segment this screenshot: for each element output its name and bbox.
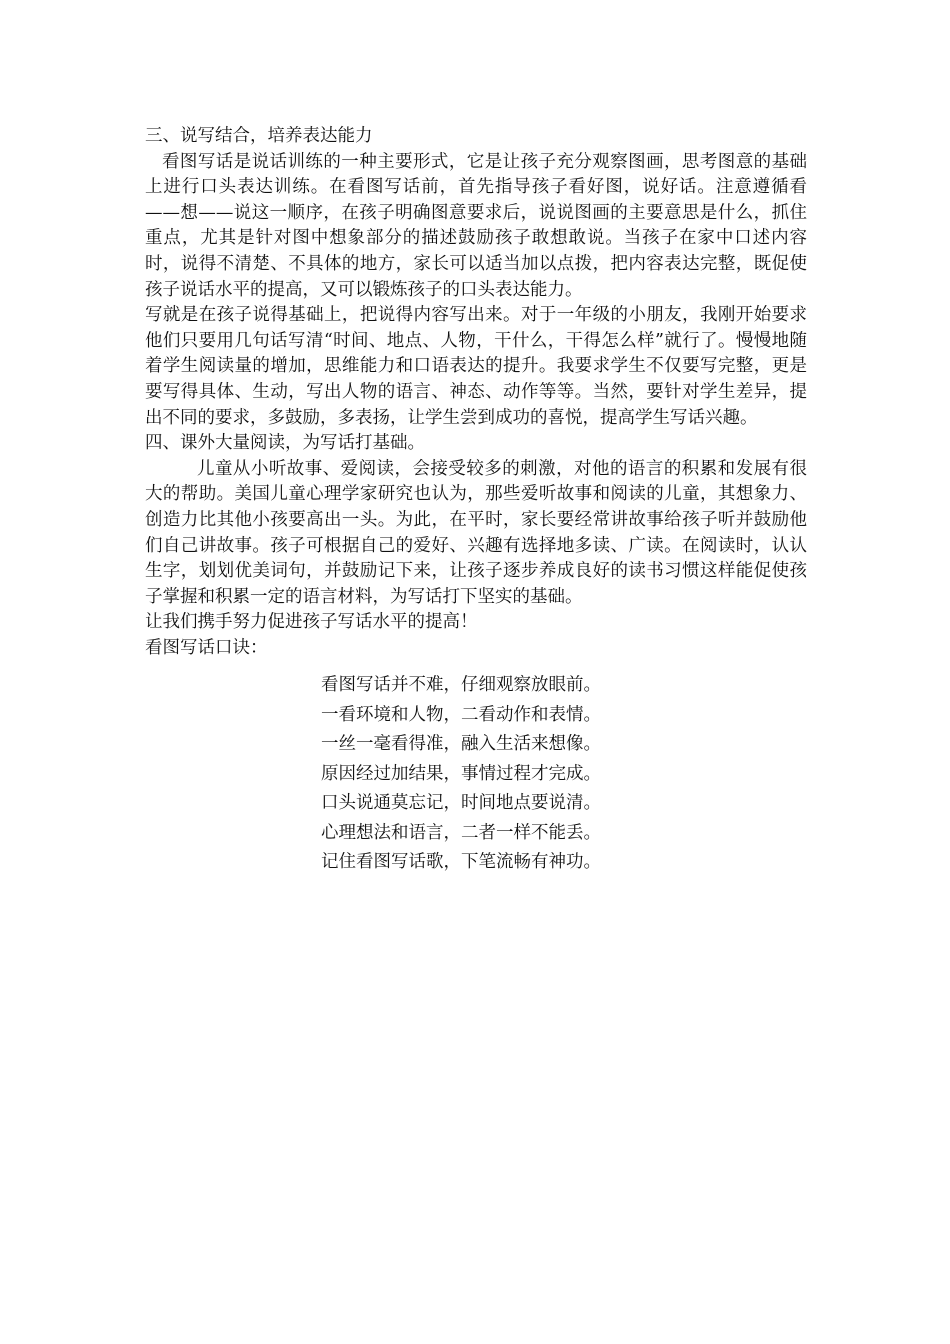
poem-line: 心理想法和语言，二者一样不能丢。 <box>321 822 601 843</box>
section-3-paragraph-1: 看图写话是说话训练的一种主要形式，它是让孩子充分观察图画，思考图意的基础上进行口头表达训练。在看图写话前，首先指导孩子看好图，说好话。注意遵循看——想——说这一顺序，在孩子明确图意要求后，说说图画的主要意思是什么，抓住重点，尤其是针对图中想象部分的描述鼓励孩子敢想敢说。当孩子在家中口述内容时，说得不清楚、不具体的地方，家长可以适当加以点拨，把内容表达完整，既促使孩子说话水平的提高，又可以锻炼孩子的口头表达能力。 <box>145 151 807 300</box>
poem-line: 原因经过加结果，事情过程才完成。 <box>321 763 601 784</box>
section-4-paragraph-1: 儿童从小听故事、爱阅读，会接受较多的刺激，对他的语言的积累和发展有很大的帮助。美国儿童心理学家研究也认为，那些爱听故事和阅读的儿童，其想象力、创造力比其他小孩要高出一头。为此，在平时，家长要经常讲故事给孩子听并鼓励他们自己讲故事。孩子可根据自己的爱好、兴趣有选择地多读、广读。在阅读时，认认生字，划划优美词句，并鼓励记下来，让孩子逐步养成良好的读书习惯这样能促使孩子掌握和积累一定的语言材料，为写话打下坚实的基础。 <box>145 458 807 607</box>
poem-line: 一看环境和人物，二看动作和表情。 <box>321 704 601 725</box>
section-3-paragraph-2: 写就是在孩子说得基础上，把说得内容写出来。对于一年级的小朋友，我刚开始要求他们只要用几句话写清“时间、地点、人物，干什么，干得怎么样”就行了。慢慢地随着学生阅读量的增加，思维能力和口语表达的提升。我要求学生不仅要写完整，更是要写得具体、生动，写出人物的语言、神态、动作等等。当然，要针对学生差异，提出不同的要求，多鼓励，多表扬，让学生尝到成功的喜悦，提高学生写话兴趣。 <box>145 305 807 428</box>
closing-sentence: 让我们携手努力促进孩子写话水平的提高！ <box>145 612 478 633</box>
section-4-heading: 四、课外大量阅读，为写话打基础。 <box>145 433 425 454</box>
poem-block <box>145 671 807 878</box>
poem-title: 看图写话口诀： <box>145 637 268 658</box>
poem-line: 一丝一毫看得准，融入生活来想像。 <box>321 734 601 755</box>
poem-line: 口头说通莫忘记，时间地点要说清。 <box>321 793 601 814</box>
document-body <box>145 124 807 878</box>
section-3-heading: 三、说写结合，培养表达能力 <box>145 126 373 146</box>
poem-line: 记住看图写话歌，下笔流畅有神功。 <box>321 852 601 873</box>
poem-line: 看图写话并不难，仔细观察放眼前。 <box>321 675 601 696</box>
